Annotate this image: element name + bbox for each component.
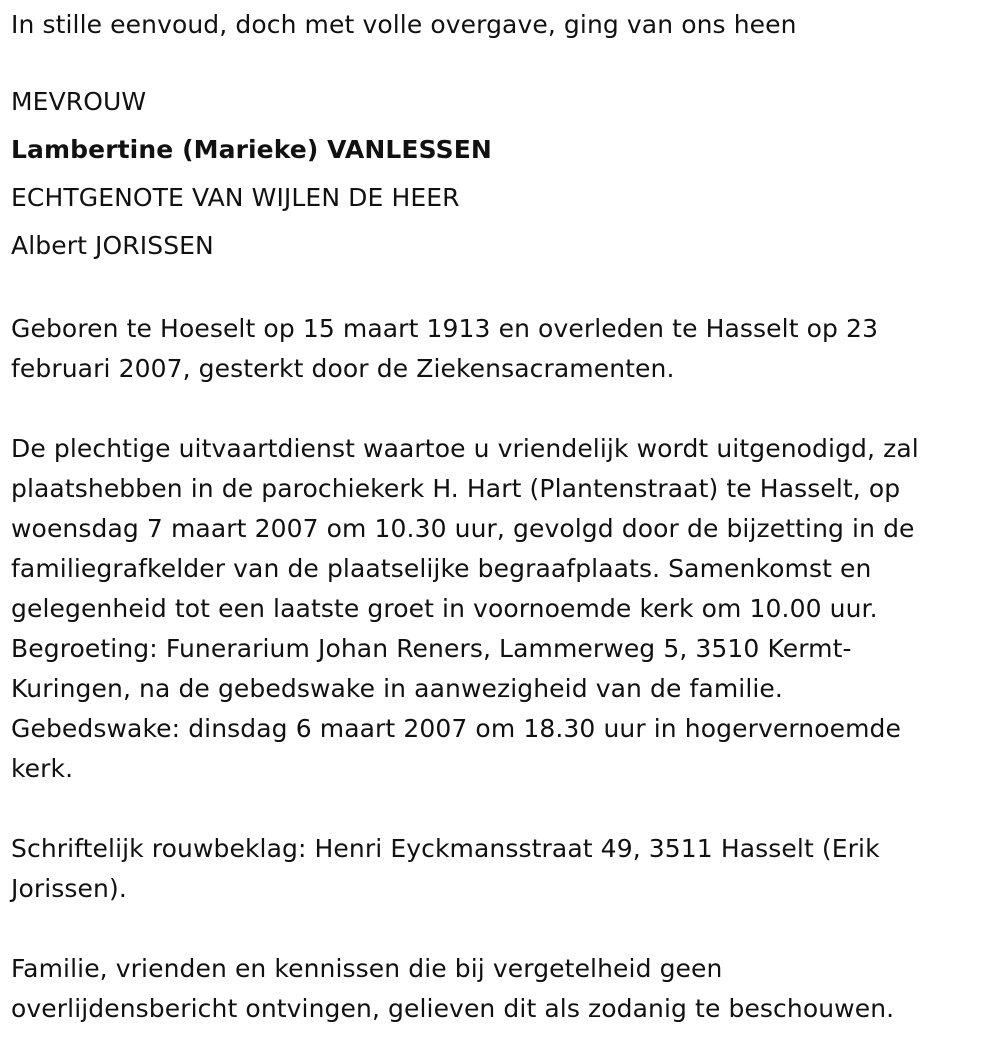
text-line: kerk. bbox=[11, 754, 74, 783]
title-prefix: MEVROUW bbox=[11, 87, 147, 116]
spacer bbox=[11, 789, 986, 829]
text-line: Geboren te Hoeselt op 15 maart 1913 en overleden te Hasselt op 23 bbox=[11, 314, 879, 343]
text-line: Schriftelijk rouwbeklag: Henri Eyckmansstraat 49, 3511 Hasselt (Erik bbox=[11, 834, 880, 863]
text-line: februari 2007, gesterkt door de Ziekensacramenten. bbox=[11, 354, 675, 383]
spacer bbox=[11, 909, 986, 949]
text-line: gelegenheid tot een laatste groet in voornoemde kerk om 10.00 uur. bbox=[11, 594, 878, 623]
text-line: Gebedswake: dinsdag 6 maart 2007 om 18.30 uur in hogervernoemde bbox=[11, 714, 902, 743]
spouse-relation: ECHTGENOTE VAN WIJLEN DE HEER bbox=[11, 183, 460, 212]
obituary-notice bbox=[11, 5, 986, 1029]
spacer bbox=[11, 270, 986, 309]
service-paragraph bbox=[11, 429, 986, 789]
intro-text: In stille eenvoud, doch met volle overgave, ging van ons heen bbox=[11, 10, 797, 39]
text-line: woensdag 7 maart 2007 om 10.30 uur, gevolgd door de bijzetting in de bbox=[11, 514, 915, 543]
text-line: overlijdensbericht ontvingen, gelieven dit als zodanig te beschouwen. bbox=[11, 994, 895, 1023]
text-line: plaatshebben in de parochiekerk H. Hart (Plantenstraat) te Hasselt, op bbox=[11, 474, 901, 503]
text-line: Kuringen, na de gebedswake in aanwezigheid van de familie. bbox=[11, 674, 783, 703]
condolences-paragraph bbox=[11, 829, 986, 909]
spacer bbox=[11, 389, 986, 429]
text-line: Jorissen). bbox=[11, 874, 127, 903]
deceased-name: Lambertine (Marieke) VANLESSEN bbox=[11, 135, 492, 164]
text-line: De plechtige uitvaartdienst waartoe u vriendelijk wordt uitgenodigd, zal bbox=[11, 434, 919, 463]
text-line: Begroeting: Funerarium Johan Reners, Lammerweg 5, 3510 Kermt- bbox=[11, 634, 852, 663]
spouse-name: Albert JORISSEN bbox=[11, 231, 214, 260]
birth-death-paragraph bbox=[11, 309, 986, 389]
spacer bbox=[11, 45, 986, 78]
text-line: familiegrafkelder van de plaatselijke begraafplaats. Samenkomst en bbox=[11, 554, 872, 583]
text-line: Familie, vrienden en kennissen die bij vergetelheid geen bbox=[11, 954, 723, 983]
closing-paragraph bbox=[11, 949, 986, 1029]
